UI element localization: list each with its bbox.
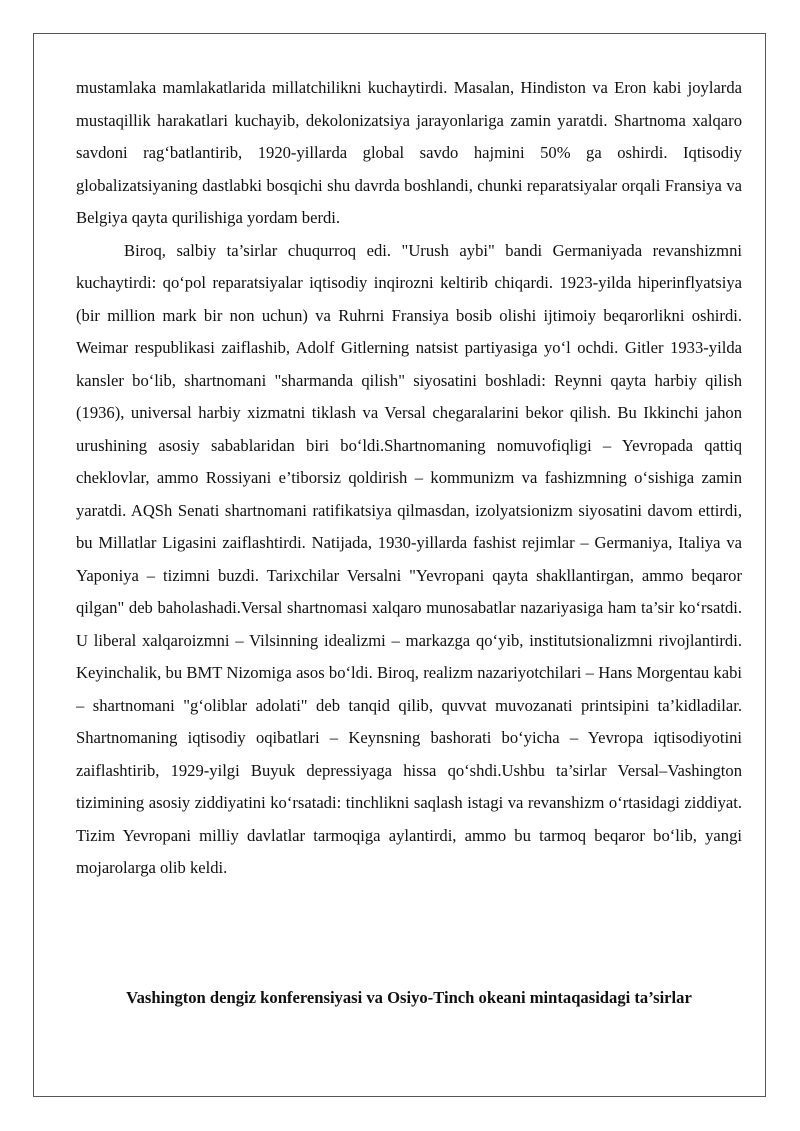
- paragraph-negative-effects: Biroq, salbiy ta’sirlar chuqurroq edi. "Urush aybi" bandi Germaniyada revanshizmni kuchaytirdi: qo‘pol reparatsiyalar iqtisodiy inqirozni keltirib chiqardi. 1923-yilda hiperinflyatsiya (bir million mark bir non uchun) va Ruhrni Fransiya bosib olishi ijtimoiy beqarorlikni oshirdi. Weimar respublikasi zaiflashib, Adolf Gitlerning natsist partiyasiga yo‘l ochdi. Gitler 1933-yilda kansler bo‘lib, shartnomani "sharmanda qilish" siyosatini boshladi: Reynni qayta harbiy qilish (1936), universal harbiy xizmatni tiklash va Versal chegaralarini bekor qilish. Bu Ikkinchi jahon urushining asosiy sabablaridan biri bo‘ldi.Shartnomaning nomuvofiqligi – Yevropada qattiq cheklovlar, ammo Rossiyani e’tiborsiz qoldirish – kommunizm va fashizmning o‘sishiga zamin yaratdi. AQSh Senati shartnomani ratifikatsiya qilmasdan, izolyatsionizm siyosatini davom ettirdi, bu Millatlar Ligasini zaiflashtirdi. Natijada, 1930-yillarda fashist rejimlar – Germaniya, Italiya va Yaponiya – tizimni buzdi. Tarixchilar Versalni "Yevropani qayta shakllantirgan, ammo beqaror qilgan" deb baholashadi.Versal shartnomasi xalqaro munosabatlar nazariyasiga ham ta’sir ko‘rsatdi. U liberal xalqaroizmni – Vilsinning idealizmi – markazga qo‘yib, institutsionalizmni rivojlantirdi. Keyinchalik, bu BMT Nizomiga asos bo‘ldi. Biroq, realizm nazariyotchilari – Hans Morgentau kabi – shartnomani "g‘oliblar adolati" deb tanqid qilib, quvvat muvozanati printsipini ta’kidladilar. Shartnomaning iqtisodiy oqibatlari – Keynsning bashorati bo‘yicha – Yevropa iqtisodiyotini zaiflashtirib, 1929-yilgi Buyuk depressiyaga hissa qo‘shdi.Ushbu ta’sirlar Versal–Vashington tizimining asosiy ziddiyatini ko‘rsatadi: tinchlikni saqlash istagi va revanshizm o‘rtasidagi ziddiyat. Tizim Yevropani milliy davlatlar tarmoqiga aylantirdi, ammo bu tarmoq beqaror bo‘lib, yangi mojarolarga olib keldi.: [76, 240, 742, 877]
- section-heading: Vashington dengiz konferensiyasi va Osiyo-Tinch okeani mintaqasidagi ta’sirlar: [126, 988, 692, 1007]
- body-text: [76, 72, 742, 885]
- paragraph-continuation: mustamlaka mamlakatlarida millatchilikni kuchaytirdi. Masalan, Hindiston va Eron kabi joylarda mustaqillik harakatlari kuchayib, dekolonizatsiya jarayonlariga zamin yaratdi. Shartnoma xalqaro savdoni rag‘batlantirib, 1920-yillarda global savdo hajmini 50% ga oshirdi. Iqtisodiy globalizatsiyaning dastlabki bosqichi shu davrda boshlandi, chunki reparatsiyalar orqali Fransiya va Belgiya qayta qurilishiga yordam berdi.: [76, 78, 742, 227]
